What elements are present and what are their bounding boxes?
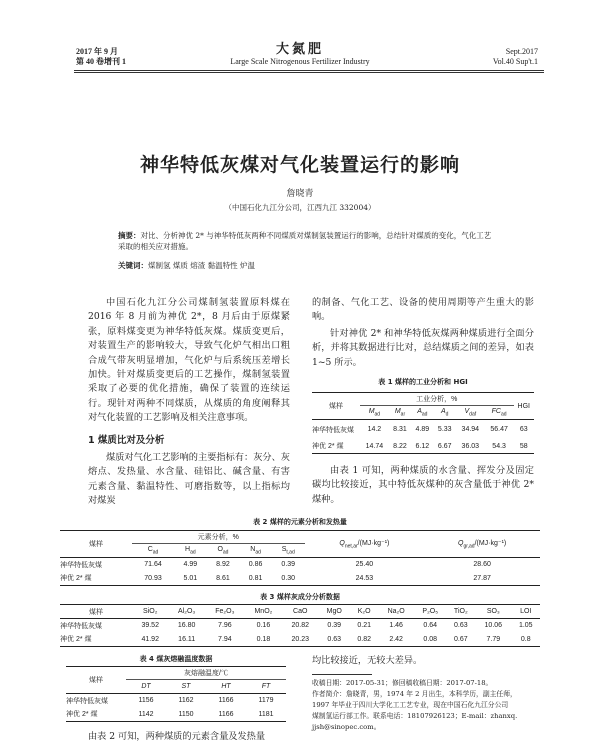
right-paragraph-3: 由表 1 可知，两种煤质的水含量、挥发分及固定碳均比较接近，其中特低灰煤种的灰含量低于神优 2* 煤种。 bbox=[312, 465, 534, 505]
table2-col-header: $N_{ad}$ bbox=[250, 545, 261, 556]
header-date: 2017 年 9 月 bbox=[76, 47, 118, 56]
abstract bbox=[118, 230, 498, 252]
table-row: 神优 2* 煤 14.74 8.22 6.12 6.67 36.03 54.3 58 bbox=[312, 440, 534, 454]
footnote-author-bio: 作者简介：詹晓青，男，1974 年 2 月出生，本科学历，副主任师， bbox=[312, 690, 517, 698]
table2-qnet-header: $Q_{net,ar}/(MJ\cdot kg^{-1})$ bbox=[305, 531, 425, 558]
section1-paragraph: 煤质对气化工艺影响的主要指标有：灰分、灰熔点、发热量、水含量、硅铝比、碱含量、有害元素含量、黏温特性、可磨指数等，以上指标均对煤炭 bbox=[88, 452, 290, 507]
intro-paragraph: 中国石化九江分公司煤制氢装置原料煤在 2016 年 8 月前为神优 2*，8 月后由于原煤紧张，原料煤变更为神华特低灰煤。煤质变更后，对装置生产的影响较大，导致气化炉气相出口粗合成气带灰明显增加，气化炉与后系统压差增长加快。针对煤质变更后的工艺操作，煤制氢装置采取了必要的优化措施，确保了装置的连续运行。现针对两种不同煤质，从煤质的角度阐释其对气化装置的工艺影响及相关注意事项。 bbox=[88, 297, 290, 424]
table1-col-header: $M_{ad}$ bbox=[368, 407, 381, 418]
header-issue-right bbox=[493, 47, 538, 67]
header-volume: 第 40 卷增刊 1 bbox=[76, 57, 126, 66]
bottom-right-paragraph: 均比较接近，无较大差异。 bbox=[312, 655, 423, 666]
table4-col-header: DT bbox=[141, 683, 151, 690]
table3-caption: 表 3 煤样灰成分分析数据 bbox=[260, 593, 340, 601]
table3-col-header: TiO₂ bbox=[453, 608, 468, 615]
table3-col-header: Fe₂O₃ bbox=[215, 608, 235, 615]
abstract-text: 对比、分析神优 2* 与神华特低灰两种不同煤质对煤制氢装置运行的影响，总结针对煤质的变化，气化工艺采取的相关应对措施。 bbox=[118, 231, 492, 251]
footnote: 收稿日期：2017-05-31；修回稿收稿日期：2017-07-18。 作者简介：詹晓青，男，1974 年 2 月出生，本科学历，副主任师， 1997 年毕业于四川大学化工工艺专业，现在中国石化九江分公司 煤制氢运行部工作。联系电话：18107926123；E-mail：zhanxq. jjsh@sinopec.com。 bbox=[312, 678, 534, 733]
table-row: 神华特低灰煤 1156 1162 1166 1179 bbox=[66, 697, 274, 705]
left-column bbox=[88, 296, 290, 509]
author: 詹晓青 bbox=[286, 189, 314, 199]
table2-caption: 表 2 煤样的元素分析和发热量 bbox=[253, 518, 347, 526]
table3-col-header: K₂O bbox=[357, 608, 371, 615]
header-rule-2 bbox=[74, 72, 544, 73]
table1-hgi-header: HGI bbox=[514, 393, 534, 420]
table3-col-header: Al₂O₃ bbox=[178, 608, 196, 615]
table1-col-header: $A_{ad}$ bbox=[417, 407, 428, 418]
table-row: 神华特低灰煤 39.52 16.80 7.96 0.16 20.82 0.39 0.21 1.46 0.64 0.63 10.06 1.05 bbox=[60, 622, 533, 630]
table2-col-header: $S_{t,ad}$ bbox=[281, 545, 295, 556]
table3-col-header: P₂O₅ bbox=[422, 608, 439, 615]
table-row: 神华特低灰煤 14.2 8.31 4.89 5.33 34.94 56.47 63 bbox=[312, 426, 528, 434]
table2-col-header: $H_{ad}$ bbox=[185, 545, 196, 556]
table4-col-header: HT bbox=[221, 683, 231, 690]
table4-col-header: FT bbox=[261, 683, 271, 690]
table-row: 神华特低灰煤 71.64 4.99 8.92 0.86 0.39 25.40 28.60 bbox=[60, 561, 491, 569]
table1 bbox=[312, 392, 534, 454]
table2-coal-header: 煤样 bbox=[60, 531, 132, 558]
table3-coal-header: 煤样 bbox=[89, 608, 103, 616]
table4-coal-header: 煤样 bbox=[66, 667, 126, 694]
table3-col-header: CaO bbox=[293, 608, 308, 615]
header-volume-en: Vol.40 Sup't.1 bbox=[492, 57, 538, 66]
table1-group-header: 工业分析，% bbox=[360, 393, 514, 406]
table-row: 神优 2* 煤 70.93 5.01 8.61 0.81 0.30 24.53 27.87 bbox=[60, 572, 540, 586]
table4-caption: 表 4 煤灰熔融温度数据 bbox=[139, 655, 213, 663]
table2-col-header: $O_{ad}$ bbox=[217, 545, 229, 556]
footnote-received: 收稿日期：2017-05-31；修回稿收稿日期：2017-07-18。 bbox=[312, 679, 493, 687]
table1-coal-header: 煤样 bbox=[312, 393, 360, 420]
table4-col-header: ST bbox=[181, 683, 191, 690]
keywords-label: 关键词： bbox=[118, 261, 148, 270]
table-row: 神优 2* 煤 1142 1150 1166 1181 bbox=[66, 708, 286, 722]
paper-title: 神华特低灰煤对气化装置运行的影响 bbox=[139, 154, 460, 176]
table3-col-header: MnO₂ bbox=[254, 608, 273, 615]
header-rule bbox=[74, 70, 544, 71]
abstract-label: 摘要： bbox=[118, 231, 141, 240]
journal-en-name: Large Scale Nitrogenous Fertilizer Industry bbox=[230, 57, 370, 66]
table4 bbox=[66, 666, 286, 722]
table2-qgr-header: $Q_{gr,ad}/(MJ\cdot kg^{-1})$ bbox=[424, 531, 540, 558]
footnote-rule bbox=[312, 674, 372, 675]
affiliation: （中国石化九江分公司，江西九江 332004） bbox=[224, 203, 376, 212]
right-paragraph-2: 针对神优 2* 和神华特低灰煤两种煤质进行全面分析，并将其数据进行比对，总结煤质之间的差异，如表 1~5 所示。 bbox=[312, 327, 534, 368]
table1-col-header: $FC_{ad}$ bbox=[491, 407, 507, 418]
keywords bbox=[118, 260, 498, 271]
header-date-en: Sept.2017 bbox=[505, 47, 538, 56]
table-row: 神优 2* 煤 41.92 16.11 7.94 0.18 20.23 0.63 0.82 2.42 0.08 0.67 7.79 0.8 bbox=[60, 633, 540, 647]
table1-col-header: $V_{daf}$ bbox=[464, 407, 477, 418]
bottom-left-paragraph: 由表 2 可知，两种煤质的元素含量及发热量 bbox=[88, 731, 266, 742]
table3 bbox=[60, 604, 540, 647]
table2-group-header: 元素分析，% bbox=[132, 531, 305, 544]
table1-col-header: $A_d$ bbox=[441, 407, 449, 418]
table3-col-header: Na₂O bbox=[387, 608, 405, 615]
keywords-text: 煤制氢 煤质 熔渣 黏温特性 炉温 bbox=[148, 261, 256, 270]
table3-col-header: MgO bbox=[326, 608, 342, 615]
right-column bbox=[312, 296, 534, 370]
table2 bbox=[60, 530, 540, 586]
table1-col-header: $M_{ar}$ bbox=[394, 407, 406, 418]
journal-logo: 大氮肥 bbox=[275, 42, 324, 57]
table3-col-header: SO₃ bbox=[486, 608, 500, 615]
table4-group-header: 灰熔融温度/℃ bbox=[126, 667, 286, 680]
table2-col-header: $C_{ad}$ bbox=[147, 545, 159, 556]
table1-caption: 表 1 煤样的工业分析和 HGI bbox=[378, 378, 468, 386]
section-heading-1: 1 煤质比对及分析 bbox=[88, 434, 165, 446]
table3-col-header: LOI bbox=[520, 608, 532, 615]
right-paragraph-1: 的制备、气化工艺、设备的使用周期等产生重大的影响。 bbox=[312, 297, 534, 323]
table3-col-header: SiO₂ bbox=[143, 608, 158, 615]
